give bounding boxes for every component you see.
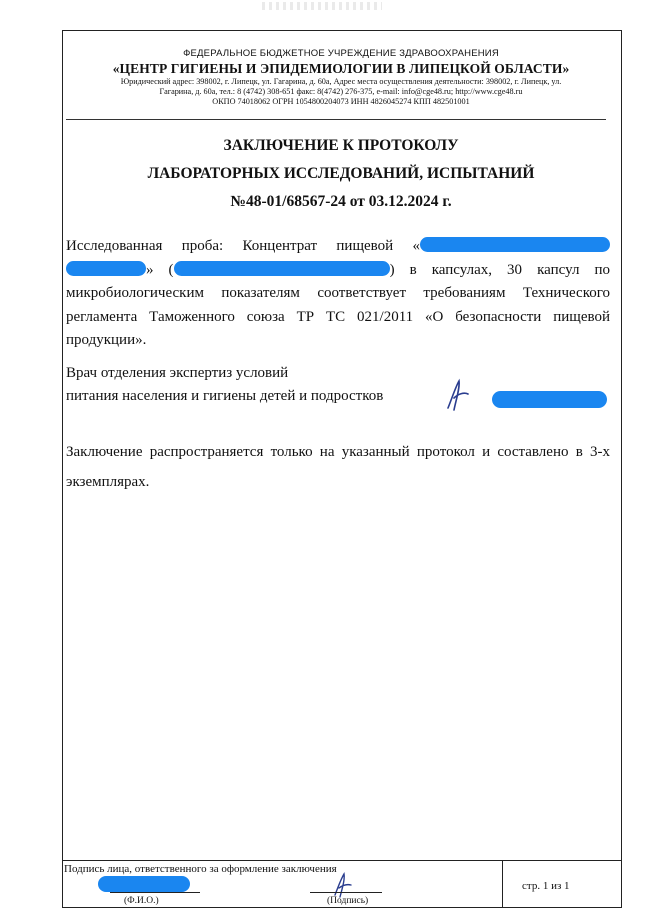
redacted-responsible-name (98, 876, 190, 892)
footer-divider (62, 860, 622, 861)
doctor-position-line1: Врач отделения экспертиз условий (66, 365, 289, 381)
conclusion-text-end: ) в капсулах, 30 капсул по микробиологическим показателям соответствует требованиям Технического регламента Таможенного союза ТР ТС 021/2011 «О безопасности пищевой продукции». (66, 261, 611, 348)
signature-caption: (Подпись) (327, 896, 369, 906)
doctor-position-line2: питания населения и гигиены детей и подростков (66, 388, 384, 404)
responsible-signature-icon (330, 872, 354, 898)
letterhead (66, 48, 616, 107)
letterhead-institution-type: ФЕДЕРАЛЬНОЕ БЮДЖЕТНОЕ УЧРЕЖДЕНИЕ ЗДРАВООХРАНЕНИЯ (183, 48, 499, 59)
signature-underline (310, 892, 382, 893)
conclusion-text-mid: » ( (146, 261, 174, 278)
scan-artifact (262, 2, 382, 10)
document-title-line2: ЛАБОРАТОРНЫХ ИССЛЕДОВАНИЙ, ИСПЫТАНИЙ (147, 165, 535, 182)
doctor-signature-icon (442, 378, 472, 412)
conclusion-paragraph (66, 235, 610, 353)
letterhead-institution-name: «ЦЕНТР ГИГИЕНЫ И ЭПИДЕМИОЛОГИИ В ЛИПЕЦКОЙ ОБЛАСТИ» (112, 61, 570, 76)
redacted-manufacturer (174, 261, 390, 276)
page-number: стр. 1 из 1 (522, 880, 570, 892)
fio-caption: (Ф.И.О.) (124, 896, 159, 906)
footer-responsible-label: Подпись лица, ответственного за оформление заключения (64, 863, 337, 875)
redacted-doctor-name (492, 391, 607, 408)
letterhead-address-line2: Гагарина, д. 60а, тел.: 8 (4742) 308-651 факс: 8(4742) 276-375, e-mail: info@cge48.ru; http://www.cge48.ru (159, 87, 523, 96)
letterhead-divider (66, 119, 606, 120)
letterhead-address-line1: Юридический адрес: 398002, г. Липецк, ул. Гагарина, д. 60а, Адрес места осуществления деятельности: 398002, г. Липецк, ул. (120, 77, 562, 86)
protocol-number: №48-01/68567-24 от 03.12.2024 г. (230, 193, 452, 210)
letterhead-registration-codes: ОКПО 74018062 ОГРН 1054800204073 ИНН 4826045274 КПП 482501001 (212, 97, 470, 106)
document-title-line1: ЗАКЛЮЧЕНИЕ К ПРОТОКОЛУ (223, 137, 459, 154)
validity-note: Заключение распространяется только на указанный протокол и составлено в 3-х экземплярах. (66, 444, 610, 490)
conclusion-text-start: Исследованная проба: Концентрат пищевой « (66, 238, 420, 254)
fio-underline (110, 892, 200, 893)
footer-column-divider (502, 860, 503, 908)
redacted-product-name (420, 237, 610, 252)
redacted-product-name-cont (66, 261, 146, 276)
